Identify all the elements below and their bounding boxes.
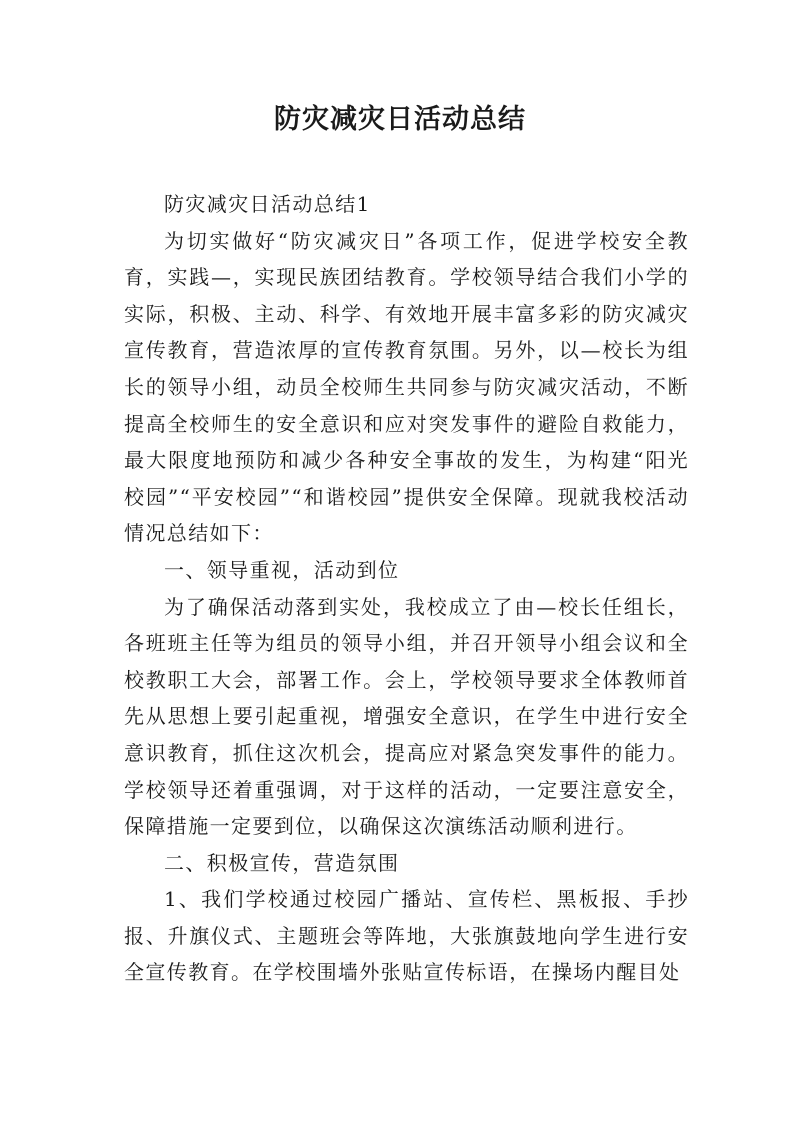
document-body [124, 186, 689, 991]
section-heading-1: 一、领导重视，活动到位 [164, 557, 400, 582]
document-title: 防灾减灾日活动总结 [274, 104, 526, 135]
subtitle-paragraph: 防灾减灾日活动总结1 [164, 192, 371, 216]
section-heading-2: 二、积极宣传，营造氛围 [164, 850, 400, 875]
section-1-paragraph: 为了确保活动落到实处，我校成立了由—校长任组长，各班班主任等为组员的领导小组，并召开领导小组会议和全校教职工大会，部署工作。会上，学校领导要求全体教师首先从思想上要引起重视，增强安全意识，在学生中进行安全意识教育，抓住这次机会，提高应对紧急突发事件的能力。学校领导还着重强调，对于这样的活动，一定要注意安全，保障措施一定要到位，以确保这次演练活动顺利进行。 [124, 594, 689, 839]
intro-paragraph: 为切实做好“防灾减灾日”各项工作，促进学校安全教育，实践—，实现民族团结教育。学校领导结合我们小学的实际，积极、主动、科学、有效地开展丰富多彩的防灾减灾宣传教育，营造浓厚的宣传教育氛围。另外，以—校长为组长的领导小组，动员全校师生共同参与防灾减灾活动，不断提高全校师生的安全意识和应对突发事件的避险自救能力，最大限度地预防和减少各种安全事故的发生，为构建“阳光校园”“平安校园”“和谐校园”提供安全保障。现就我校活动情况总结如下： [124, 228, 689, 546]
section-2-paragraph: 1、我们学校通过校园广播站、宣传栏、黑板报、手抄报、升旗仪式、主题班会等阵地，大张旗鼓地向学生进行安全宣传教育。在学校围墙外张贴宣传标语，在操场内醒目处 [124, 887, 689, 985]
